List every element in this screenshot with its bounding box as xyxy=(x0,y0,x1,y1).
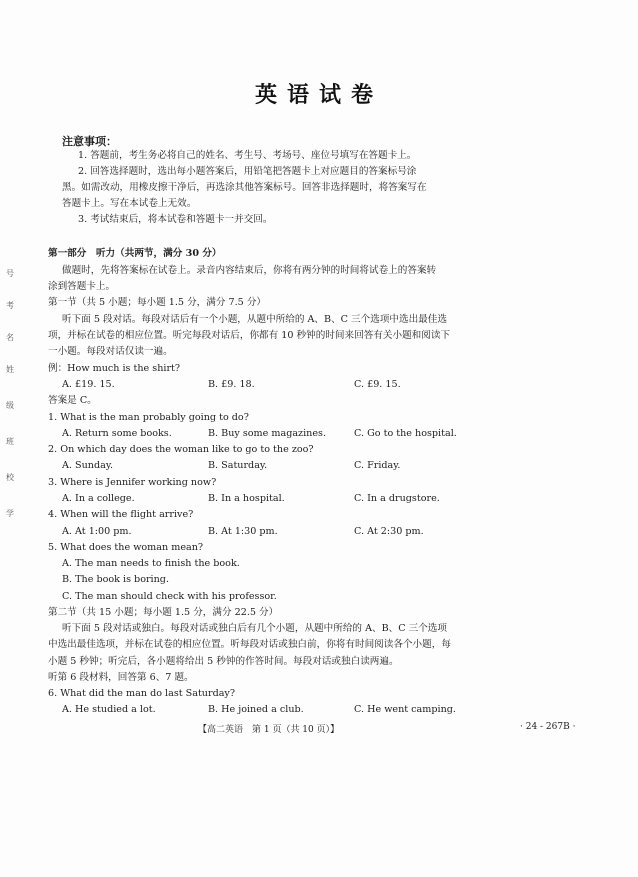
section1-heading: 第一节（共 5 小题；每小题 1.5 分，满分 7.5 分） xyxy=(48,297,267,308)
question: 4. When will the flight arrive? xyxy=(48,509,194,520)
side-label: 班 xyxy=(6,437,14,446)
side-label: 级 xyxy=(6,401,14,410)
side-label: 名 xyxy=(6,333,14,342)
section1-intro: 一小题。每段对话仅读一遍。 xyxy=(48,346,173,357)
option: C. At 2:30 pm. xyxy=(354,526,424,537)
option: A. The man needs to finish the book. xyxy=(62,558,240,569)
section2-intro: 听下面 5 段对话或独白。每段对话或独白后有几个小题，从题中所给的 A、B、C 三个选项 xyxy=(62,623,447,634)
section1-intro: 听下面 5 段对话。每段对话后有一个小题，从题中所给的 A、B、C 三个选项中选出最佳选 xyxy=(62,314,447,325)
part1-intro: 涂到答题卡上。 xyxy=(48,281,116,292)
question: 1. What is the man probably going to do? xyxy=(48,412,249,423)
part1-heading: 第一部分 听力（共两节，满分 30 分） xyxy=(48,248,222,259)
option: A. He studied a lot. xyxy=(62,704,156,715)
part1-intro: 做题时，先将答案标在试卷上。录音内容结束后，你将有两分钟的时间将试卷上的答案转 xyxy=(62,265,437,276)
option: C. Friday. xyxy=(354,460,401,471)
option: C. He went camping. xyxy=(354,704,456,715)
notice-heading: 注意事项： xyxy=(62,135,117,148)
option: A. Sunday. xyxy=(62,460,114,471)
section2-heading: 第二节（共 15 小题；每小题 1.5 分，满分 22.5 分） xyxy=(48,607,279,618)
option: B. The book is boring. xyxy=(62,574,169,585)
notice-item: 答题卡上。写在本试卷上无效。 xyxy=(62,198,197,209)
side-label: 校 xyxy=(6,473,14,482)
option: B. Buy some magazines. xyxy=(208,428,327,439)
footer-code: · 24 - 267B · xyxy=(520,722,576,732)
page-title: 英语试卷 xyxy=(254,82,383,108)
option: A. Return some books. xyxy=(62,428,172,439)
side-label: 姓 xyxy=(6,365,14,374)
side-label: 学 xyxy=(6,509,14,518)
notice-item: 1. 答题前，考生务必将自己的姓名、考生号、考场号、座位号填写在答题卡上。 xyxy=(78,150,417,161)
option: C. £9. 15. xyxy=(354,379,401,390)
option: A. £19. 15. xyxy=(62,379,115,390)
question: 2. On which day does the woman like to go to the zoo? xyxy=(48,444,314,455)
example-question: 例：How much is the shirt? xyxy=(48,363,181,374)
option: C. In a drugstore. xyxy=(354,493,440,504)
footer-page-info: 【高二英语 第 1 页（共 10 页）】 xyxy=(198,725,340,735)
question: 3. Where is Jennifer working now? xyxy=(48,477,217,488)
question: 5. What does the woman mean? xyxy=(48,542,204,553)
option: C. The man should check with his professor. xyxy=(62,591,277,602)
option: B. At 1:30 pm. xyxy=(208,526,278,537)
section2-intro: 小题 5 秒钟；听完后，各小题将给出 5 秒钟的作答时间。每段对话或独白读两遍。 xyxy=(48,656,399,667)
option: B. £9. 18. xyxy=(208,379,255,390)
option: B. In a hospital. xyxy=(208,493,285,504)
section2-intro: 中选出最佳选项，并标在试卷的相应位置。听每段对话或独白前，你将有时间阅读各个小题，每 xyxy=(48,639,451,650)
section1-intro: 项，并标在试卷的相应位置。听完每段对话后，你都有 10 秒钟的时间来回答有关小题和阅读下 xyxy=(48,330,451,341)
option: A. In a college. xyxy=(62,493,135,504)
option: A. At 1:00 pm. xyxy=(62,526,132,537)
notice-item: 黑。如需改动，用橡皮擦干净后，再选涂其他答案标号。回答非选择题时，将答案写在 xyxy=(62,182,427,193)
option: C. Go to the hospital. xyxy=(354,428,457,439)
side-label: 考 xyxy=(6,301,14,310)
question: 6. What did the man do last Saturday? xyxy=(48,688,235,699)
side-label: 号 xyxy=(6,269,14,278)
q6-intro: 听第 6 段材料，回答第 6、7 题。 xyxy=(48,672,194,683)
notice-item: 3. 考试结束后，将本试卷和答题卡一并交回。 xyxy=(78,214,273,225)
example-answer: 答案是 C。 xyxy=(48,395,97,406)
option: B. Saturday. xyxy=(208,460,268,471)
option: B. He joined a club. xyxy=(208,704,304,715)
notice-item: 2. 回答选择题时，选出每小题答案后，用铅笔把答题卡上对应题目的答案标号涂 xyxy=(78,166,417,177)
